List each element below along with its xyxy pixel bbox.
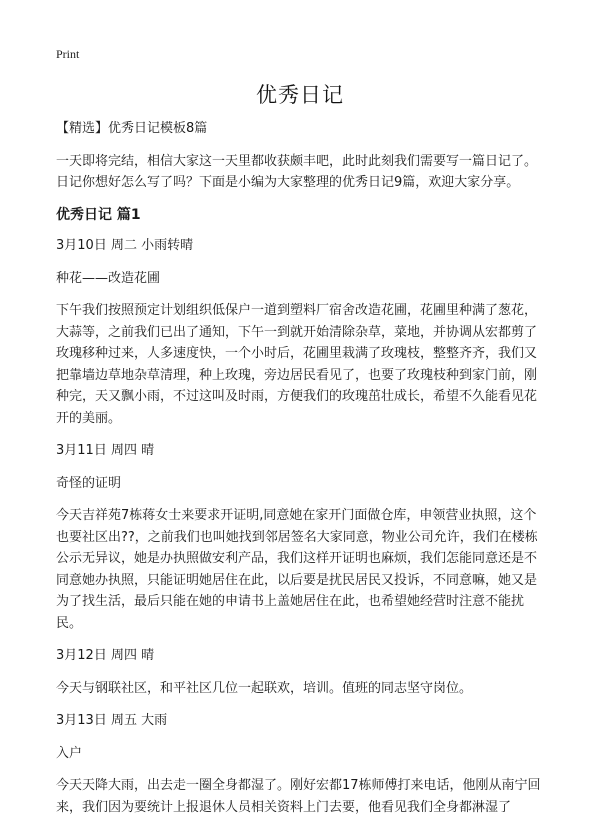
entry-topic: 奇怪的证明 [56,475,122,491]
document-subtitle: 【精选】优秀日记模板8篇 [56,121,208,136]
entry-body: 今天吉祥苑7栋蒋女士来要求开证明,同意她在家开门面做仓库，申领营业执照，这个也要社区出??，之前我们也叫她找到邻居签名大家同意，物业公司允许，我们在楼栋公示无异议，她是办执照做安利产品，我们这样开证明也麻烦，我们怎能同意还是不同意她办执照，只能证明她居住在此，以后要是扰民居民又投诉，不同意嘛，她又是为了找生活，最后只能在她的申请书上盖她居住在此，也希望她经营时注意不能扰民。 [56,508,538,631]
entry-body: 下午我们按照预定计划组织低保户一道到塑料厂宿舍改造花圃，花圃里种满了葱花，大蒜等，之前我们已出了通知，下午一到就开始清除杂草，菜地，并协调从宏都剪了玫瑰移种过来，人多速度快，一个小时后，花圃里栽满了玫瑰枝，整整齐齐，我们又把靠墙边草地杂草清理，种上玫瑰，旁边居民看见了，也要了玫瑰枝种到家门前，刚种完，天又飘小雨，不过这叫及时雨，方便我们的玫瑰茁壮成长，希望不久能看见花开的美丽。 [56,303,538,426]
entry-date: 3月12日 周四 晴 [56,648,155,663]
entry-topic: 种花——改造花圃 [56,270,161,286]
entry-date: 3月13日 周五 大雨 [56,713,168,728]
entry-topic: 入户 [56,745,83,761]
page-title: 优秀日记 [256,83,344,107]
document-body [56,118,546,829]
entry-body: 今天天降大雨，出去走一圈全身都湿了。刚好宏都17栋师傅打来电话，他刚从南宁回来，我们因为要统计上报退休人员相关资料上门去要，他看见我们全身都淋湿了 [56,778,541,815]
intro-paragraph: 一天即将完结，相信大家这一天里都收获颇丰吧，此时此刻我们需要写一篇日记了。日记你想好怎么写了吗？下面是小编为大家整理的优秀日记9篇，欢迎大家分享。 [56,153,538,190]
section-heading: 优秀日记 篇1 [56,206,141,223]
print-link[interactable]: Print [56,47,80,61]
entry-body: 今天与钢联社区，和平社区几位一起联欢，培训。值班的同志坚守岗位。 [56,680,473,696]
entry-date: 3月10日 周二 小雨转晴 [56,238,194,253]
entry-date: 3月11日 周四 晴 [56,443,155,458]
